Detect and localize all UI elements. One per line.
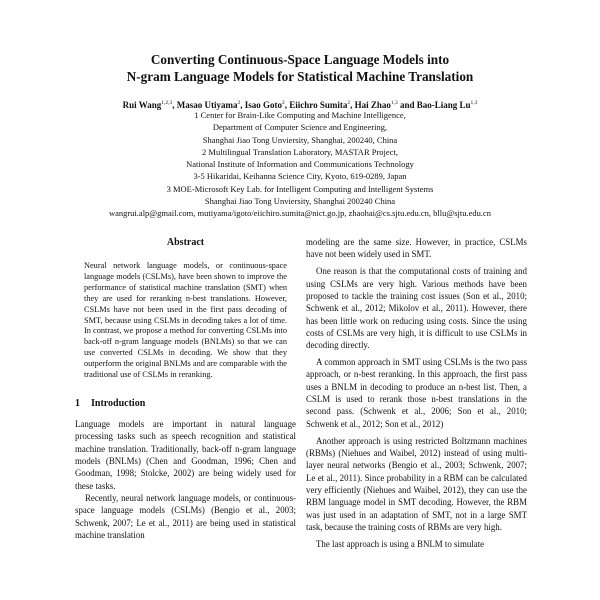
paper-title bbox=[0, 51, 600, 85]
title-line-1: Converting Continuous-Space Language Models into bbox=[150, 52, 450, 67]
affiliation-line: 1 Center for Brain-Like Computing and Machine Intelligence, bbox=[194, 110, 406, 120]
body-paragraph: A common approach in SMT using CSLMs is the two pass approach, or n-best reranking. In this approach, the first pass uses a BNLM in decoding to produce an n-best list. Then, a CSLM is used to rerank those n-best translations in the second pass. (Schwenk et al., 2006; Son et al., 2010; Schwenk et al., 2012; Son et al., 2012) bbox=[306, 357, 527, 429]
body-paragraph: modeling are the same size. However, in practice, CSLMs have not been widely used in SMT. bbox=[306, 237, 527, 260]
affiliation-block bbox=[0, 109, 600, 220]
section-heading-introduction bbox=[75, 397, 296, 410]
author-name: Bao-Liang Lu bbox=[416, 100, 471, 110]
author-name: Rui Wang bbox=[122, 100, 162, 110]
section-title: Introduction bbox=[91, 397, 146, 409]
body-paragraph: Another approach is using restricted Boltzmann machines (RBMs) (Niehues and Waibel, 2012) instead of using multi-layer neural networks (Bengio et al., 2003; Schwenk, 2007; Le et al., 2011). Since probability in a RBM can be calculated very efficiently (Niehues and Waibel, 2012), they can use the RBM language model in SMT decoding. However, the RBM was just used in an adaptation of SMT, not in a large SMT task, because the training costs of RBMs are very high. bbox=[306, 435, 527, 533]
section-number: 1 bbox=[75, 397, 80, 409]
author-name: Masao Utiyama bbox=[176, 100, 238, 110]
author-name: Eiichro Sumita bbox=[289, 100, 348, 110]
affiliation-line: 3 MOE-Microsoft Key Lab. for Intelligent Computing and Intelligent Systems bbox=[166, 183, 434, 194]
title-line-2: N-gram Language Models for Statistical Machine Translation bbox=[126, 69, 474, 84]
author-affiliation-mark: 2 bbox=[281, 100, 285, 106]
author-affiliation-mark: 1,2,3 bbox=[161, 100, 173, 106]
author-name: Isao Goto bbox=[244, 100, 282, 110]
author-emails: wangrui.alp@gmail.com, mutiyama/igoto/eiichiro.sumita@nict.go.jp, zhaohai@cs.sjtu.edu.cn, bllu@sjtu.edu.cn bbox=[108, 208, 492, 219]
author-name: Hai Zhao bbox=[354, 100, 391, 110]
author-affiliation-mark: 2 bbox=[347, 100, 351, 106]
affiliation-line: Department of Computer Science and Engineering, bbox=[212, 122, 388, 133]
body-paragraph: The last approach is using a BNLM to simulate bbox=[316, 538, 485, 549]
abstract-text: Neural network language models, or continuous-space language models (CSLMs), have been shown to improve the performance of statistical machine translation (SMT) when they are used for reranking n-best translations. However, CSLMs have not been used in the first pass decoding of SMT, because using CSLMs in decoding takes a lot of time. In contrast, we propose a method for converting CSLMs into back-off n-gram language models (BNLMs) so that we can use converted CSLMs in decoding. We show that they outperform the original BNLMs and are comparable with the traditional use of CSLMs in reranking. bbox=[84, 261, 287, 380]
author-affiliation-mark: 2 bbox=[237, 100, 241, 106]
intro-paragraph-2: Recently, neural network language models, or continuous-space language models (CSLMs) (Bengio et al., 2003; Schwenk, 2007; Le et al., 2011) are being used in statistical machine translation bbox=[75, 493, 296, 541]
author-affiliation-mark: 1,3 bbox=[390, 100, 398, 106]
right-column bbox=[306, 236, 527, 555]
left-column bbox=[75, 236, 296, 541]
intro-paragraph-1: Language models are important in natural language processing tasks such as speech recognition and statistical machine translation. Traditionally, back-off n-gram language models (BNLMs) (Chen and Goodman, 1996; Chen and Goodman, 1998; Stolcke, 2002) are being widely used for these tasks. bbox=[75, 418, 296, 491]
affiliation-line: 2 Multilingual Translation Laboratory, MASTAR Project, bbox=[202, 146, 398, 157]
abstract-heading: Abstract bbox=[166, 237, 205, 248]
body-paragraph: One reason is that the computational costs of training and using CSLMs are very high. Various methods have been proposed to tackle the training cost issues (Son et al., 2010; Schwenk et al., 2012; Mikolov et al., 2011). However, there has been little work on reducing using costs. Since the using costs of CSLMs are very high, it is difficult to use CSLMs in decoding directly. bbox=[306, 266, 527, 351]
affiliation-line: National Institute of Information and Communications Technology bbox=[186, 159, 414, 170]
author-list: Rui Wang$^{1,2,3}$, Masao Utiyama$^2$, Isao Goto$^2$, Eiichro Sumita$^2$, Hai Zhao$^{1,3}$ and Bao-Liang Lu$^{1,3}$ bbox=[122, 100, 478, 110]
affiliation-line: Shanghai Jiao Tong Unviersity, Shanghai, 200240, China bbox=[202, 134, 398, 145]
affiliation-line: 3-5 Hikaridai, Keihanna Science City, Kyoto, 619-0289, Japan bbox=[193, 171, 407, 182]
affiliation-line: Shanghai Jiao Tong Unviersity, Shanghai 200240 China bbox=[204, 196, 396, 207]
author-affiliation-mark: 1,3 bbox=[470, 100, 478, 106]
